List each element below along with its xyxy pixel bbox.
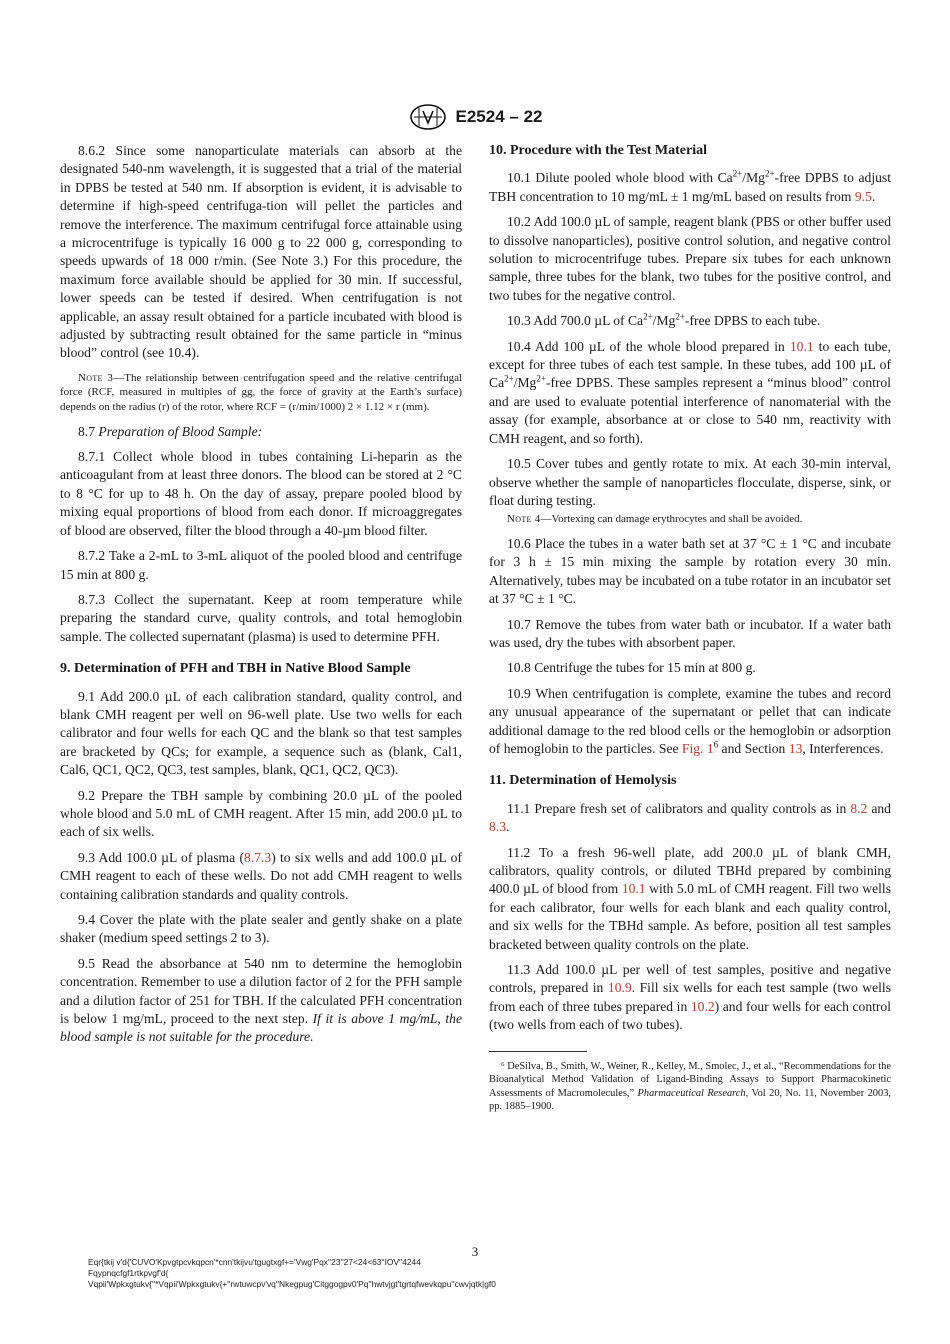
ref-link-10-2[interactable]: 10.2 xyxy=(690,998,715,1014)
para-11-3-text-a: 11.3 Add 100.0 µL per well of test samples, positive and negative controls, prepared in xyxy=(489,962,891,996)
sup-2plus: 2+ xyxy=(536,373,546,384)
note-4 xyxy=(489,512,891,527)
section-8-7-heading xyxy=(60,423,462,441)
para-8-7-3: 8.7.3 Collect the supernatant. Keep at room temperature while preparing the standard curve, quality controls, and total hemoglobin sample. The collected supernatant (plasma) is used to determine PFH. xyxy=(60,591,462,644)
footnote-ref-6: 6 xyxy=(713,739,719,750)
para-10-6: 10.6 Place the tubes in a water bath set at 37 °C ± 1 °C and incubate for 3 h ± 15 min mixing the sample by rotation every 30 min. Alternatively, tubes may be incubated on a tube rotator in an incubator set at 37 °C ± 1 °C. xyxy=(489,535,891,607)
section-10-heading: 10. Procedure with the Test Material xyxy=(489,143,708,158)
footnote-6 xyxy=(489,1060,891,1114)
page-number: 3 xyxy=(471,1244,479,1259)
footnote-divider xyxy=(489,1051,587,1052)
para-10-9-text-a: 10.9 When centrifugation is complete, examine the tubes and record any unusual appearance of the supernatant or pellet that can indicate additional damage to the red blood cells or the hemoglobin or adsorption of hemoglobin to the particles. See xyxy=(489,685,891,756)
ref-link-10-1[interactable]: 10.1 xyxy=(789,338,814,354)
para-11-3-text-b: . Fill six wells for each test sample (two wells from each of three tubes prepared in xyxy=(489,980,891,1014)
page-header xyxy=(0,103,950,131)
para-9-1: 9.1 Add 200.0 µL of each calibration standard, quality control, and blank CMH reagent per well on 96-well plate. Use two wells for each calibrator and four wells for each QC and the blank so that test samples are bracketed by QCs; for example, a sequence such as (blank, Cal1, Cal6, QC1, QC2, QC3, test samples, blank, QC1, QC2, QC3). xyxy=(60,688,462,778)
ref-link-10-9[interactable]: 10.9 xyxy=(607,980,632,996)
right-column xyxy=(489,142,891,1114)
para-10-4-text-a: 10.4 Add 100 µL of the whole blood prepared in xyxy=(507,338,790,354)
ref-link-8-3[interactable]: 8.3 xyxy=(489,819,506,835)
para-10-9 xyxy=(489,685,891,759)
sup-2plus: 2+ xyxy=(732,168,743,179)
para-10-9-text-c: , Interferences. xyxy=(802,740,884,756)
standard-designation: E2524 – 22 xyxy=(455,107,543,126)
ref-link-section-13[interactable]: 13 xyxy=(788,740,803,756)
footnote-6-text-a: ⁶ DeSilva, B., Smith, W., Weiner, R., Kelley, M., Smolec, J., et al., “Recommendations for the Bioanalytical Method Validation of Ligand-Binding Assays to Support Pharmacokinetic Assessments of Macromolecules,” xyxy=(489,1060,891,1099)
para-11-2 xyxy=(489,844,891,954)
ref-link-10-1[interactable]: 10.1 xyxy=(621,881,646,897)
para-10-4-text-d: -free DPBS. These samples represent a “minus blood” control and are used to evaluate potential interference of nanomaterial with the assay (for example, absorbance at or close to 540 nm, reactivity with CMH reagent, and so forth). xyxy=(489,375,891,446)
para-9-2: 9.2 Prepare the TBH sample by combining 20.0 µL of the pooled whole blood and 5.0 mL of CMH reagent. After 15 min, add 200.0 µL to each of six wells. xyxy=(60,787,462,840)
para-10-3-text-b: /Mg xyxy=(652,313,676,329)
para-11-1-text-b: and xyxy=(867,800,891,816)
para-8-7-2: 8.7.2 Take a 2-mL to 3-mL aliquot of the pooled blood and centrifuge 15 min at 800 g. xyxy=(60,548,462,582)
para-10-5: 10.5 Cover tubes and gently rotate to mix. At each 30-min interval, observe whether the sample of nanoparticles flocculate, disperse, sink, or float during testing. xyxy=(489,456,891,508)
para-9-5 xyxy=(60,955,462,1047)
para-10-3-text-c: -free DPBS to each tube. xyxy=(684,313,821,329)
ref-link-fig-1[interactable]: Fig. 1 xyxy=(681,740,714,756)
para-11-1 xyxy=(489,800,891,837)
para-10-4 xyxy=(489,338,891,448)
para-11-2-text-b: with 5.0 mL of CMH reagent. Fill two wells for each calibrator, four wells for each blank and each quality control, and six wells for the TBHd sample. As before, position all test samples bracketed between quality controls on the plate. xyxy=(489,881,891,952)
para-10-1-text-d: . xyxy=(871,188,876,204)
para-10-4-text-c: /Mg xyxy=(513,375,537,391)
ref-link-8-7-3[interactable]: 8.7.3 xyxy=(244,849,272,865)
para-9-5-text-a: 9.5 Read the absorbance at 540 nm to determine the hemoglobin concentration. Remember to use a dilution factor of 2 for the PFH sample and a dilution factor of 251 for TBH. If the calculated PFH concentration is below 1 mg/mL, proceed to the next step. xyxy=(60,955,462,1027)
note-4-label: Note 4 xyxy=(507,513,541,526)
para-10-4-text-b: to each tube, except for three tubes of each test sample. In these tubes, add 100 µL of Ca xyxy=(489,338,891,391)
para-10-1-text-c: -free DPBS to adjust TBH concentration to 10 mg/mL ± 1 mg/mL based on results from xyxy=(489,170,891,204)
left-column xyxy=(60,142,462,1054)
para-10-1 xyxy=(489,169,891,206)
para-9-5-text-b: If it is above 1 mg/mL, the blood sample is not suitable for the procedure. xyxy=(60,1011,462,1045)
footnote-6-journal: Pharmaceutical Research xyxy=(637,1087,746,1099)
para-11-2-text-a: 11.2 To a fresh 96-well plate, add 200.0 µL of blank CMH, calibrators, quality controls, or diluted TBHd prepared by combining 400.0 µL of blood from xyxy=(489,844,891,897)
license-line-1: Eqr{tkij v'd{'CUVO'Kpvgtpcvkqpcn'*cnn'tkijvu'tgugtxgf+='Vwg'Pqx''23''27<24<63''IOV''4244 xyxy=(88,1257,421,1267)
ref-link-8-2[interactable]: 8.2 xyxy=(850,800,868,816)
para-8-7-1: 8.7.1 Collect whole blood in tubes containing Li-heparin as the anticoagulant from at least three donors. The blood can be stored at 2 °C to 8 °C for up to 48 h. On the day of assay, prepare pooled blood by mixing equal proportions of blood from each donor. If microaggregates of blood are observed, filter the blood through a 40-µm blood filter. xyxy=(60,449,462,538)
para-10-3 xyxy=(489,312,891,330)
para-8-6-2-text: 8.6.2 Since some nanoparticulate materials can absorb at the designated 540-nm wavelength, it is suggested that a trial of the material in DPBS be tested at 540 nm. If absorption is evident, it is advisable to determine if high-speed centrifuga-tion will pellet the particles and remove the interference. The maximum centrifugal force attainable using a microcentrifuge is typically 16 000 g to 22 000 g, corresponding to speeds upwards of 18 000 r/min. (See Note 3.) For this procedure, the maximum force available should be applied for 30 min. If successful, lower speeds can be tested if desired. When centrifugation is not applicable, an assay result obtained for a particle incubated with blood is adjusted by subtracting result obtained for the same particle in “minus blood” control (see 10.4). xyxy=(60,143,462,361)
section-9-heading: 9. Determination of PFH and TBH in Native Blood Sample xyxy=(60,661,411,677)
section-11-heading: 11. Determination of Hemolysis xyxy=(489,773,677,789)
para-11-3 xyxy=(489,961,891,1035)
note-4-text: —Vortexing can damage erythrocytes and shall be avoided. xyxy=(540,513,803,526)
sup-2plus: 2+ xyxy=(675,311,685,322)
ref-link-9-5[interactable]: 9.5 xyxy=(854,188,872,204)
section-8-7-title: Preparation of Blood Sample: xyxy=(98,423,263,439)
section-8-7-number: 8.7 xyxy=(78,423,95,439)
sup-2plus: 2+ xyxy=(764,168,775,179)
para-10-1-text-b: /Mg xyxy=(742,170,765,186)
para-10-1-text-a: 10.1 Dilute pooled whole blood with Ca xyxy=(507,170,733,186)
para-10-9-text-b: and Section xyxy=(718,740,789,756)
license-line-2: Fqypnqcfgf1rtkpvgf'd{ xyxy=(88,1268,169,1278)
para-10-7: 10.7 Remove the tubes from water bath or incubator. If a water bath was used, dry the tubes with absorbent paper. xyxy=(489,616,891,650)
para-9-3-text-a: 9.3 Add 100.0 µL of plasma ( xyxy=(78,849,244,865)
para-10-8: 10.8 Centrifuge the tubes for 15 min at 800 g. xyxy=(507,660,756,676)
astm-logo-icon xyxy=(408,103,448,131)
note-3-text: —The relationship between centrifugation speed and the relative centrifugal force (RCF, measured in multiples of gg, the force of gravity at the Earth’s surface) depends on the radius (r) of the rotor, where RCF = (r/min/1000) 2 × 1.12 × r (mm). xyxy=(60,371,463,414)
para-11-1-text-a: 11.1 Prepare fresh set of calibrators and quality controls as in xyxy=(507,800,851,816)
note-3 xyxy=(60,371,462,415)
note-3-label: Note 3 xyxy=(78,371,114,384)
footnote-6-text-b: , Vol 20, No. 11, November 2003, pp. 1885–1900. xyxy=(489,1087,891,1113)
para-10-3-text-a: 10.3 Add 700.0 µL of Ca xyxy=(507,313,644,329)
license-line-3: Vqpii'Wpkxgtukv{''*Vqpii'Wpkxgtukv{+''rwtuwcpv'vq''Nkegpug'Citggogpv0'Pq''hwtvjgt'tgrtqfwevkqpu''cwvjqtk|gf0 xyxy=(88,1279,496,1289)
para-9-4: 9.4 Cover the plate with the plate sealer and gently shake on a plate shaker (medium speed settings 2 to 3). xyxy=(60,912,462,946)
sup-2plus: 2+ xyxy=(504,373,514,384)
para-9-3-text-b: ) to six wells and add 100.0 µL of CMH reagent to each of these wells. Do not add CMH reagent to wells containing calibration standards and quality controls. xyxy=(60,849,462,902)
para-11-3-text-c: ) and four wells for each control (two wells from each of two tubes). xyxy=(489,998,891,1033)
sup-2plus: 2+ xyxy=(643,311,653,322)
para-11-1-text-c: . xyxy=(506,819,510,835)
para-10-2: 10.2 Add 100.0 µL of sample, reagent blank (PBS or other buffer used to dissolve nanoparticles), positive control solution, and negative control solution to microcentrifuge tubes. Prepare six tubes for each unknown sample, three tubes for the blank, two tubes for the positive control, and two tubes for the negative control. xyxy=(489,214,891,303)
para-9-3 xyxy=(60,849,462,904)
para-8-6-2 xyxy=(60,142,462,363)
